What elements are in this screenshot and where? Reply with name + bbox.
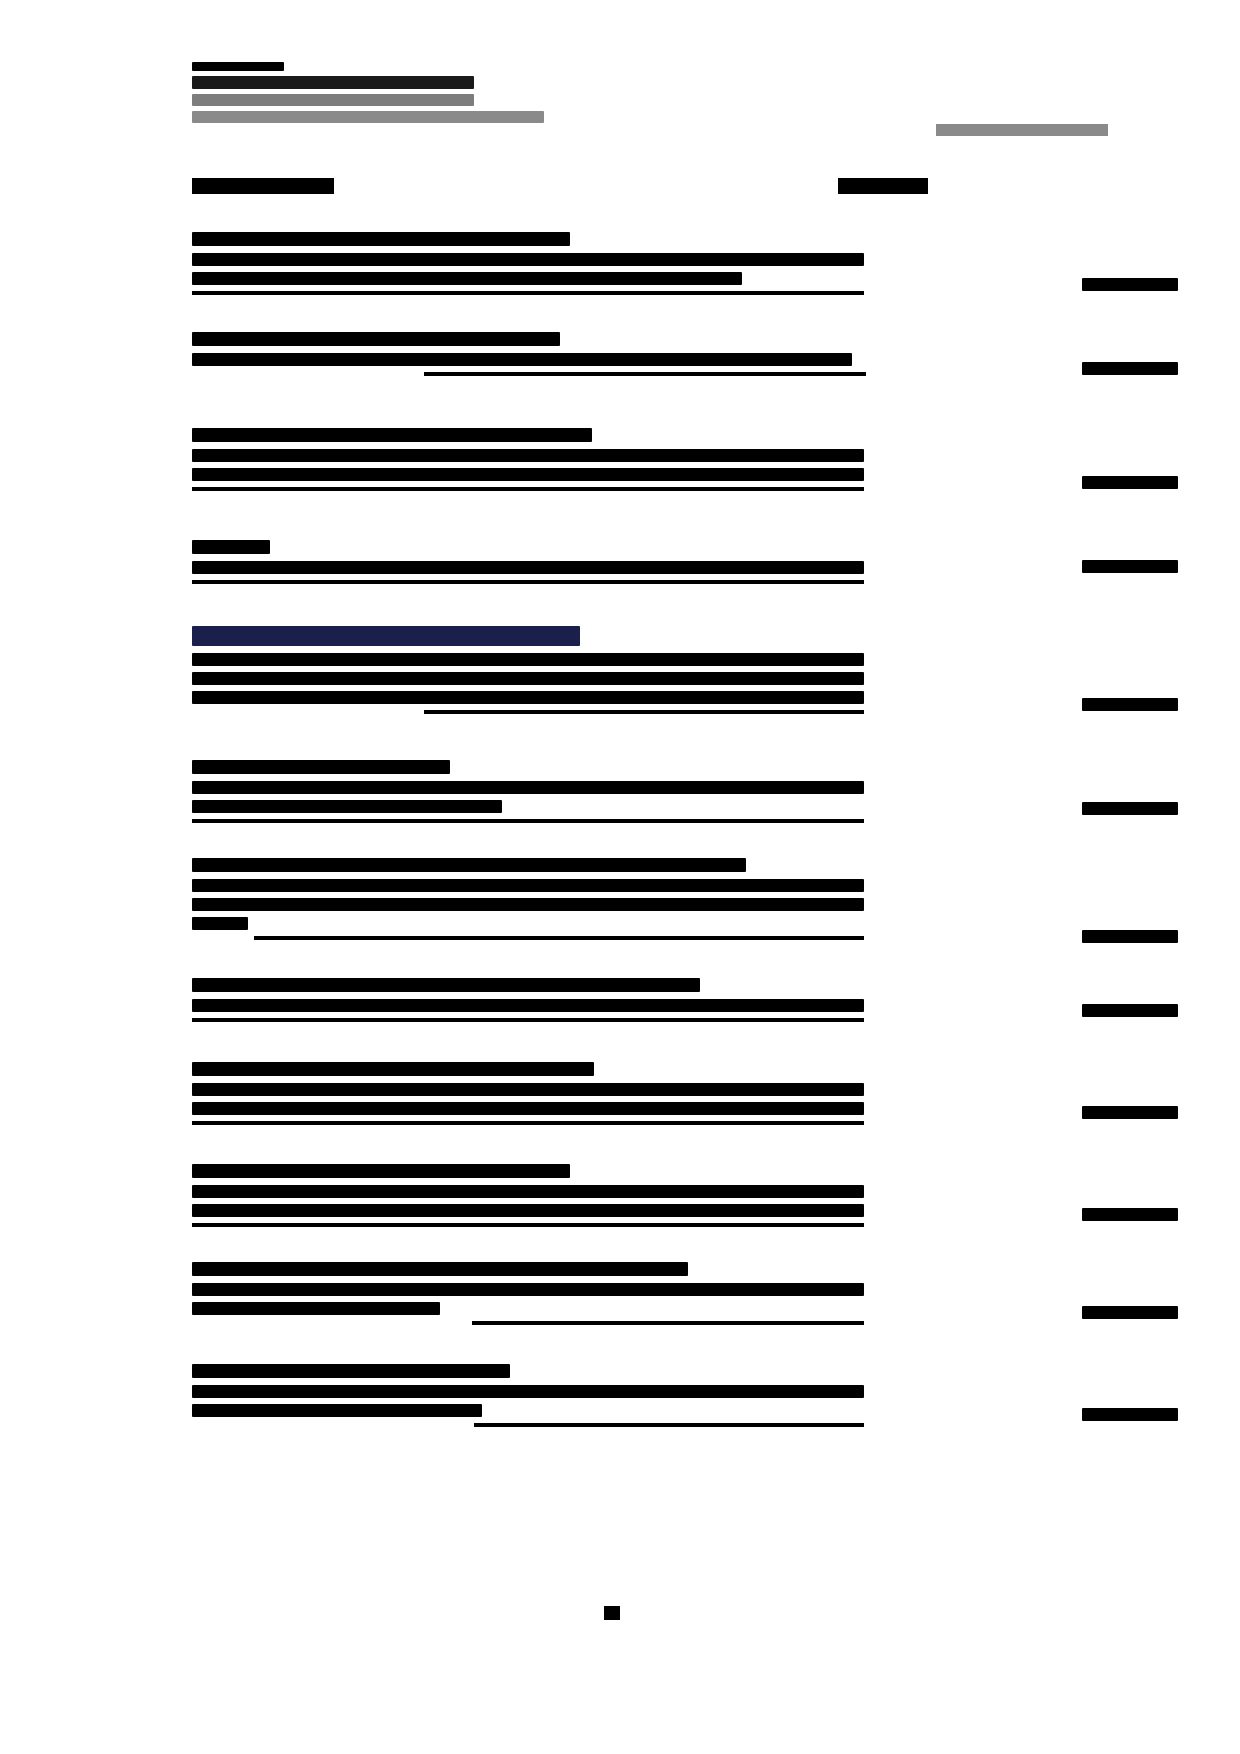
entry-title — [192, 978, 700, 992]
contents-list — [192, 232, 1052, 1462]
entry-leader — [474, 1423, 864, 1427]
entry-leader — [192, 291, 864, 295]
entry-body — [192, 253, 1052, 295]
entry-body — [192, 561, 1052, 584]
masthead-publisher — [192, 111, 544, 123]
entry-pages — [1082, 476, 1178, 489]
entry-author-line — [192, 917, 248, 930]
entry-author-line — [192, 1283, 864, 1296]
entry-body — [192, 653, 1052, 714]
page-number — [604, 1606, 620, 1620]
entry-leader — [192, 1223, 864, 1227]
entry-leader — [472, 1321, 864, 1325]
entry-author-line — [192, 1302, 440, 1315]
entry-leader — [192, 1121, 864, 1125]
contents-header — [192, 178, 334, 194]
entry-title — [192, 1262, 688, 1276]
masthead-volume — [192, 62, 284, 71]
toc-entry[interactable] — [192, 1364, 1052, 1436]
toc-entry[interactable] — [192, 858, 1052, 952]
entry-pages — [1082, 1106, 1178, 1119]
entry-body — [192, 1385, 1052, 1427]
entry-title — [192, 232, 570, 246]
entry-title — [192, 626, 580, 646]
entry-pages — [1082, 930, 1178, 943]
entry-author-line — [192, 879, 864, 892]
entry-pages — [1082, 560, 1178, 573]
entry-author-line — [192, 468, 864, 481]
entry-pages — [1082, 1408, 1178, 1421]
entry-leader — [192, 487, 864, 491]
masthead-issue — [192, 94, 474, 106]
toc-entry[interactable] — [192, 1164, 1052, 1236]
entry-author-line — [192, 999, 864, 1012]
toc-entry[interactable] — [192, 232, 1052, 306]
entry-author-line — [192, 691, 864, 704]
entry-pages — [1082, 1306, 1178, 1319]
entry-leader — [424, 710, 864, 714]
entry-title — [192, 1164, 570, 1178]
entry-author-line — [192, 449, 864, 462]
entry-body — [192, 353, 1052, 376]
toc-entry[interactable] — [192, 428, 1052, 514]
entry-author-line — [192, 353, 852, 366]
entry-pages — [1082, 362, 1178, 375]
entry-author-line — [192, 1102, 864, 1115]
entry-leader — [192, 580, 864, 584]
entry-author-line — [192, 1385, 864, 1398]
entry-leader — [192, 1018, 864, 1022]
entry-author-line — [192, 1185, 864, 1198]
entry-body — [192, 1185, 1052, 1227]
entry-body — [192, 781, 1052, 823]
toc-entry[interactable] — [192, 626, 1052, 734]
masthead-issue-label — [936, 124, 1108, 136]
entry-author-line — [192, 672, 864, 685]
entry-title — [192, 760, 450, 774]
entry-pages — [1082, 278, 1178, 291]
toc-entry[interactable] — [192, 1262, 1052, 1338]
toc-entry[interactable] — [192, 1062, 1052, 1138]
entry-title — [192, 1364, 510, 1378]
toc-entry[interactable] — [192, 760, 1052, 832]
entry-pages — [1082, 802, 1178, 815]
entry-author-line — [192, 253, 864, 266]
entry-leader — [254, 936, 864, 940]
entry-leader — [192, 819, 864, 823]
entry-title — [192, 332, 560, 346]
entry-author-line — [192, 898, 864, 911]
entry-author-line — [192, 781, 864, 794]
masthead-journal-title — [192, 76, 474, 89]
entry-pages — [1082, 1004, 1178, 1017]
entry-author-line — [192, 561, 864, 574]
toc-entry[interactable] — [192, 332, 1052, 402]
entry-author-line — [192, 1404, 482, 1417]
entry-author-line — [192, 653, 864, 666]
entry-pages — [1082, 1208, 1178, 1221]
entry-leader — [424, 372, 866, 376]
entry-title — [192, 540, 270, 554]
entry-body — [192, 999, 1052, 1022]
masthead — [192, 62, 832, 128]
entry-body — [192, 449, 1052, 491]
entry-body — [192, 879, 1052, 940]
entry-author-line — [192, 272, 742, 285]
column-header-row — [192, 178, 1048, 194]
entry-body — [192, 1083, 1052, 1125]
toc-entry[interactable] — [192, 540, 1052, 600]
entry-pages — [1082, 698, 1178, 711]
entry-author-line — [192, 1204, 864, 1217]
pages-header — [838, 178, 928, 194]
entry-title — [192, 428, 592, 442]
toc-entry[interactable] — [192, 978, 1052, 1036]
entry-title — [192, 858, 746, 872]
entry-author-line — [192, 800, 502, 813]
entry-title — [192, 1062, 594, 1076]
entry-body — [192, 1283, 1052, 1325]
entry-author-line — [192, 1083, 864, 1096]
